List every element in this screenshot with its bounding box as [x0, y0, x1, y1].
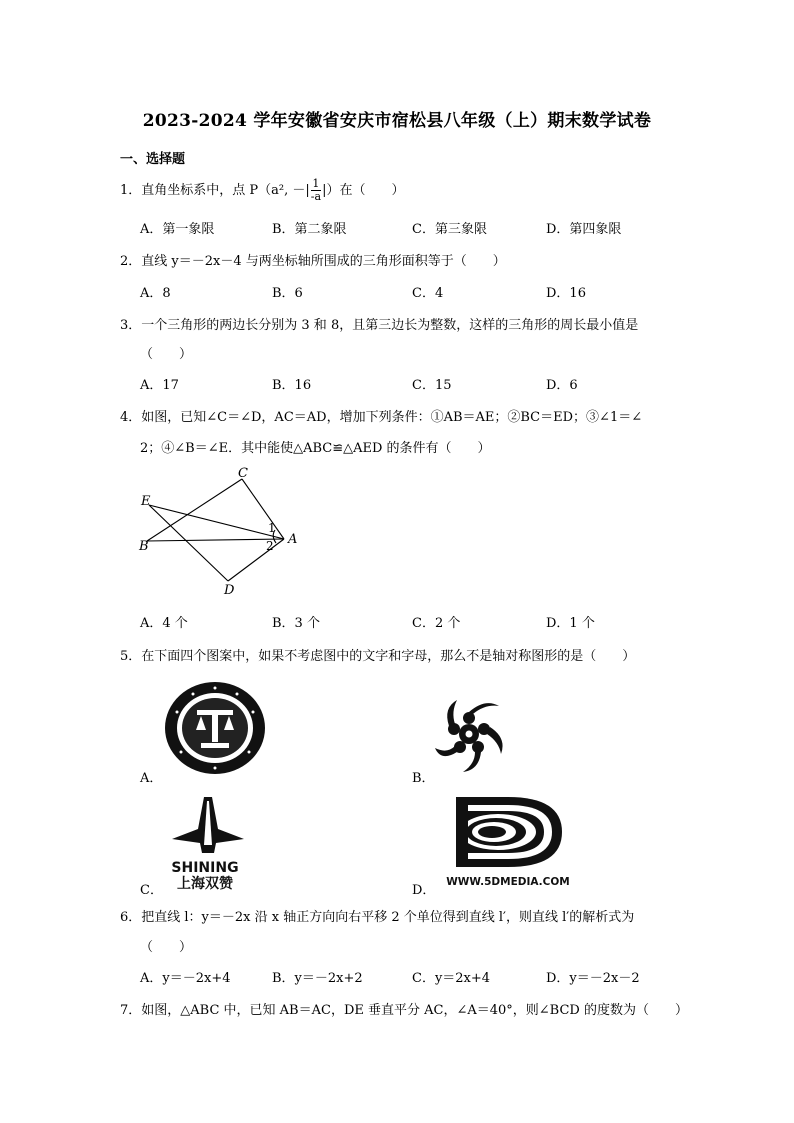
q6-option-a[interactable]: A．y＝－2x+4 [140, 971, 231, 986]
q1-tail: |）在（ ） [322, 183, 405, 198]
label-a: A [288, 532, 298, 547]
q5-logo-a-lawyers-association [163, 680, 267, 776]
section-heading: 一、选择题 [120, 152, 186, 167]
q4-option-b[interactable]: B．3 个 [272, 616, 320, 631]
q5-logo-d-5dmedia [438, 795, 578, 890]
q5-option-d[interactable]: D． [412, 883, 436, 898]
question-6-cont: （ ） [140, 940, 193, 955]
segment-da [228, 539, 284, 581]
question-4: 4．如图，已知∠C＝∠D，AC＝AD，增加下列条件：①AB＝AE；②BC＝ED；③∠1＝∠ [120, 410, 643, 425]
q3-option-a[interactable]: A．17 [140, 378, 179, 393]
q5-logo-c-shining [160, 795, 250, 890]
segment-ed [149, 505, 228, 581]
label-b: B [139, 539, 149, 554]
q6-option-d[interactable]: D．y＝－2x－2 [546, 971, 640, 986]
exam-title: 2023-2024 学年安徽省安庆市宿松县八年级（上）期末数学试卷 [142, 111, 652, 131]
question-3: 3．一个三角形的两边长分别为 3 和 8，且第三边长为整数，这样的三角形的周长最小值是 [120, 318, 639, 333]
logo-d-url-text: WWW.5DMEDIA.COM [446, 876, 570, 888]
question-5: 5．在下面四个图案中，如果不考虑图中的文字和字母，那么不是轴对称图形的是（ ） [120, 649, 636, 664]
q5-option-b[interactable]: B． [412, 771, 435, 786]
q1-option-b[interactable]: B．第二象限 [272, 222, 347, 237]
q1-point: P（a², －| [245, 183, 310, 198]
label-angle-2: 2 [266, 539, 274, 553]
question-2: 2．直线 y＝－2x－4 与两坐标轴所围成的三角形面积等于（ ） [120, 254, 506, 269]
q2-option-d[interactable]: D．16 [546, 286, 586, 301]
label-d: D [224, 583, 235, 598]
q1-frac-den: -a [310, 190, 322, 203]
logo-c-text-chinese: 上海双赞 [177, 876, 233, 890]
question-4-cont: 2；④∠B＝∠E．其中能使△ABC≌△AED 的条件有（ ） [140, 441, 491, 456]
q1-option-a[interactable]: A．第一象限 [140, 222, 215, 237]
q6-option-c[interactable]: C．y＝2x+4 [412, 971, 491, 986]
q5-option-a[interactable]: A． [140, 771, 163, 786]
q1-option-d[interactable]: D．第四象限 [546, 222, 622, 237]
q1-lead: 1．直角坐标系中，点 [120, 183, 246, 198]
q3-option-c[interactable]: C．15 [412, 378, 452, 393]
q2-option-b[interactable]: B．6 [272, 286, 303, 301]
question-1 [120, 178, 404, 203]
question-6: 6．把直线 l：y＝－2x 沿 x 轴正方向向右平移 2 个单位得到直线 l′，则直线 l′的解析式为 [120, 910, 635, 925]
q4-option-a[interactable]: A．4 个 [140, 616, 188, 631]
segment-bc [147, 479, 242, 541]
q4-option-c[interactable]: C．2 个 [412, 616, 461, 631]
q3-option-d[interactable]: D．6 [546, 378, 578, 393]
q5-logo-b-swirl [435, 694, 503, 774]
q4-option-d[interactable]: D．1 个 [546, 616, 595, 631]
question-3-cont: （ ） [140, 347, 193, 362]
segment-ba [147, 539, 284, 541]
q1-option-c[interactable]: C．第三象限 [412, 222, 487, 237]
q5-option-c[interactable]: C． [140, 883, 163, 898]
q3-option-b[interactable]: B．16 [272, 378, 312, 393]
label-angle-1: 1 [268, 521, 276, 535]
q1-fraction [311, 178, 321, 203]
q6-option-b[interactable]: B．y＝－2x+2 [272, 971, 363, 986]
q1-frac-num: 1 [312, 177, 320, 190]
question-7: 7．如图，△ABC 中，已知 AB＝AC，DE 垂直平分 AC，∠A＝40°，则∠BCD 的度数为（ ） [120, 1003, 688, 1018]
logo-c-text-shining: SHINING [171, 860, 239, 876]
q2-option-c[interactable]: C．4 [412, 286, 444, 301]
label-c: C [238, 466, 248, 481]
q2-option-a[interactable]: A．8 [140, 286, 171, 301]
label-e: E [141, 494, 151, 509]
q4-triangle-figure [130, 464, 300, 600]
